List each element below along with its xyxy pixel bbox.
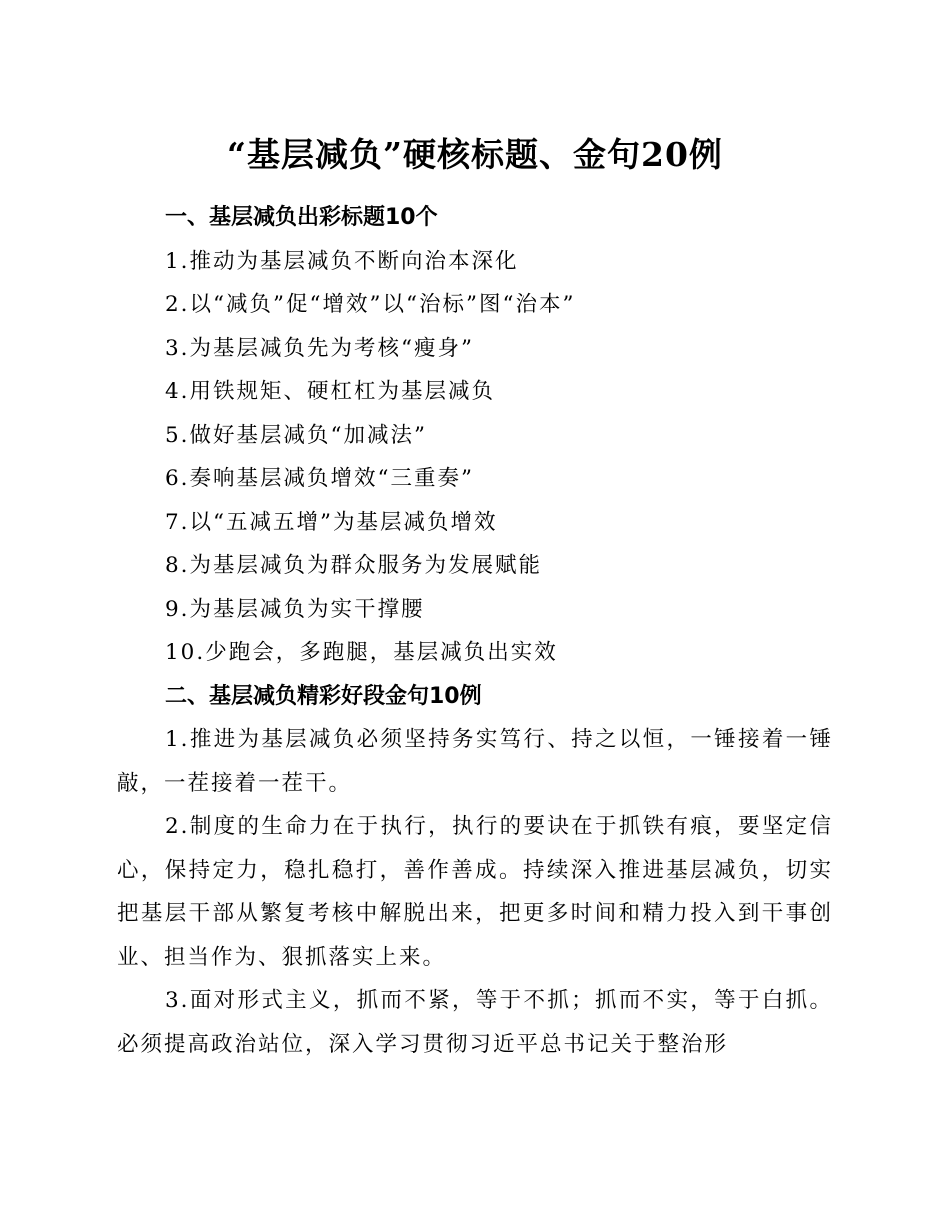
title-item-4: 4.用铁规矩、硬杠杠为基层减负 <box>165 379 496 404</box>
title-item-3: 3.为基层减负先为考核“瘦身” <box>165 335 474 361</box>
quote-paragraph-2: 2.制度的生命力在于执行，执行的要诀在于抓铁有痕，要坚定信心，保持定力，稳扎稳打，善作善成。持续深入推进基层减负，切实把基层干部从繁复考核中解脱出来，把更多时间和精力投入到干事创业、担当作为、狠抓落实上来。 <box>117 814 833 970</box>
title-item-2: 2.以“减负”促“增效”以“治标”图“治本” <box>165 292 576 317</box>
section-heading-quotes: 二、基层减负精彩好段金句10例 <box>165 683 482 709</box>
document-title: “基层减负”硬核标题、金句20例 <box>227 135 723 174</box>
title-item-9: 9.为基层减负为实干撑腰 <box>165 596 425 622</box>
title-item-8: 8.为基层减负为群众服务为发展赋能 <box>165 553 543 578</box>
quote-paragraph-3: 3.面对形式主义，抓而不紧，等于不抓；抓而不实，等于白抓。必须提高政治站位，深入学习贯彻习近平总书记关于整治形 <box>117 988 833 1057</box>
title-item-1: 1.推动为基层减负不断向治本深化 <box>165 248 519 274</box>
document-body <box>117 196 833 1066</box>
title-item-5: 5.做好基层减负“加减法” <box>165 422 427 448</box>
quote-paragraph-1: 1.推进为基层减负必须坚持务实笃行、持之以恒，一锤接着一锤敲，一茬接着一茬干。 <box>117 727 833 796</box>
title-item-6: 6.奏响基层减负增效“三重奏” <box>165 466 474 491</box>
title-item-7: 7.以“五减五增”为基层减负增效 <box>165 509 498 535</box>
section-heading-titles: 一、基层减负出彩标题10个 <box>165 205 438 230</box>
title-item-10: 10.少跑会，多跑腿，基层减负出实效 <box>165 640 558 665</box>
